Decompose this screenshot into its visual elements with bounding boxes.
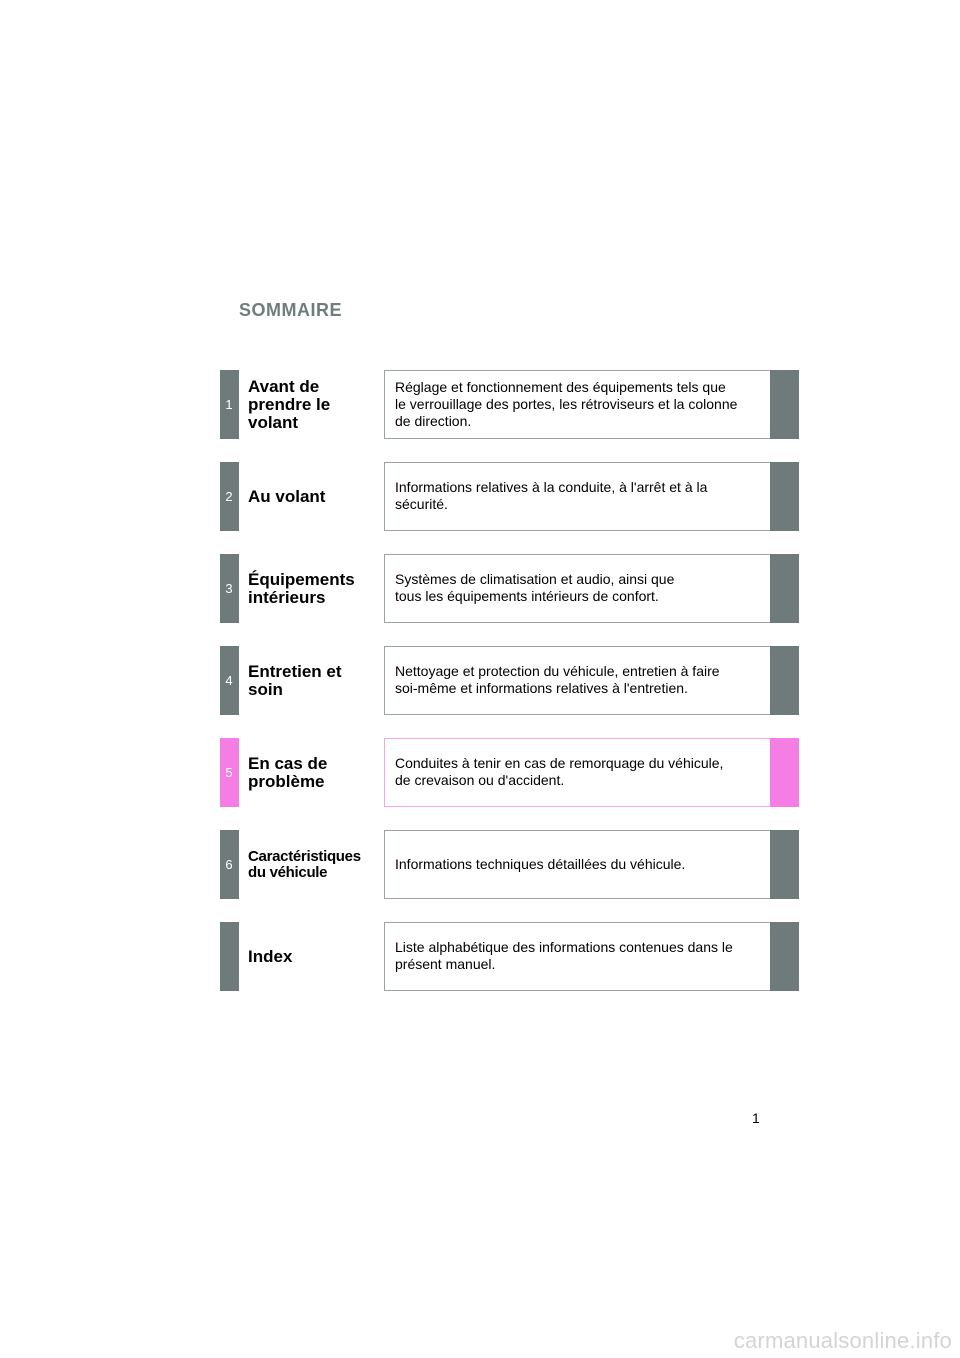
section-end-tab (770, 646, 799, 715)
section-title: Caractéristiques du véhicule (248, 847, 361, 881)
section-number-tab: 1 (220, 370, 239, 439)
section-description: Nettoyage et protection du véhicule, entretien à faire soi-même et informations relatives à l'entretien. (384, 646, 770, 715)
section-title: Équipements intérieurs (248, 569, 355, 607)
section-number-tab: 2 (220, 462, 239, 531)
section-title: En cas de problème (248, 753, 328, 791)
toc-row-1[interactable] (220, 370, 799, 439)
page-title: SOMMAIRE (239, 300, 342, 320)
section-description: Réglage et fonctionnement des équipements tels que le verrouillage des portes, les rétroviseurs et la colonne de direction. (384, 370, 770, 439)
section-description: Liste alphabétique des informations contenues dans le présent manuel. (384, 922, 770, 991)
section-title: Au volant (248, 486, 326, 506)
section-end-tab (770, 922, 799, 991)
table-of-contents (220, 370, 799, 1014)
section-end-tab (770, 462, 799, 531)
section-description: Conduites à tenir en cas de remorquage du véhicule, de crevaison ou d'accident. (384, 738, 770, 807)
section-title: Entretien et soin (248, 661, 342, 699)
section-number-tab: 5 (220, 738, 239, 807)
page-number: 1 (752, 1110, 760, 1126)
section-end-tab (770, 830, 799, 899)
toc-row-4[interactable] (220, 646, 799, 715)
watermark: carmanualsonline.info (733, 1328, 952, 1353)
toc-row-index[interactable] (220, 922, 799, 991)
toc-row-6[interactable] (220, 830, 799, 899)
section-number-tab: 4 (220, 646, 239, 715)
toc-row-2[interactable] (220, 462, 799, 531)
section-title: Index (248, 946, 293, 966)
section-description: Informations relatives à la conduite, à l'arrêt et à la sécurité. (384, 462, 770, 531)
section-number-tab: 6 (220, 830, 239, 899)
section-end-tab (770, 554, 799, 623)
section-number-tab: 3 (220, 554, 239, 623)
toc-row-3[interactable] (220, 554, 799, 623)
section-title: Avant de prendre le volant (248, 376, 331, 432)
toc-row-5[interactable] (220, 738, 799, 807)
section-description: Systèmes de climatisation et audio, ainsi que tous les équipements intérieurs de confort. (384, 554, 770, 623)
section-end-tab (770, 738, 799, 807)
section-description: Informations techniques détaillées du véhicule. (384, 830, 770, 899)
section-number-tab (220, 922, 239, 991)
section-end-tab (770, 370, 799, 439)
